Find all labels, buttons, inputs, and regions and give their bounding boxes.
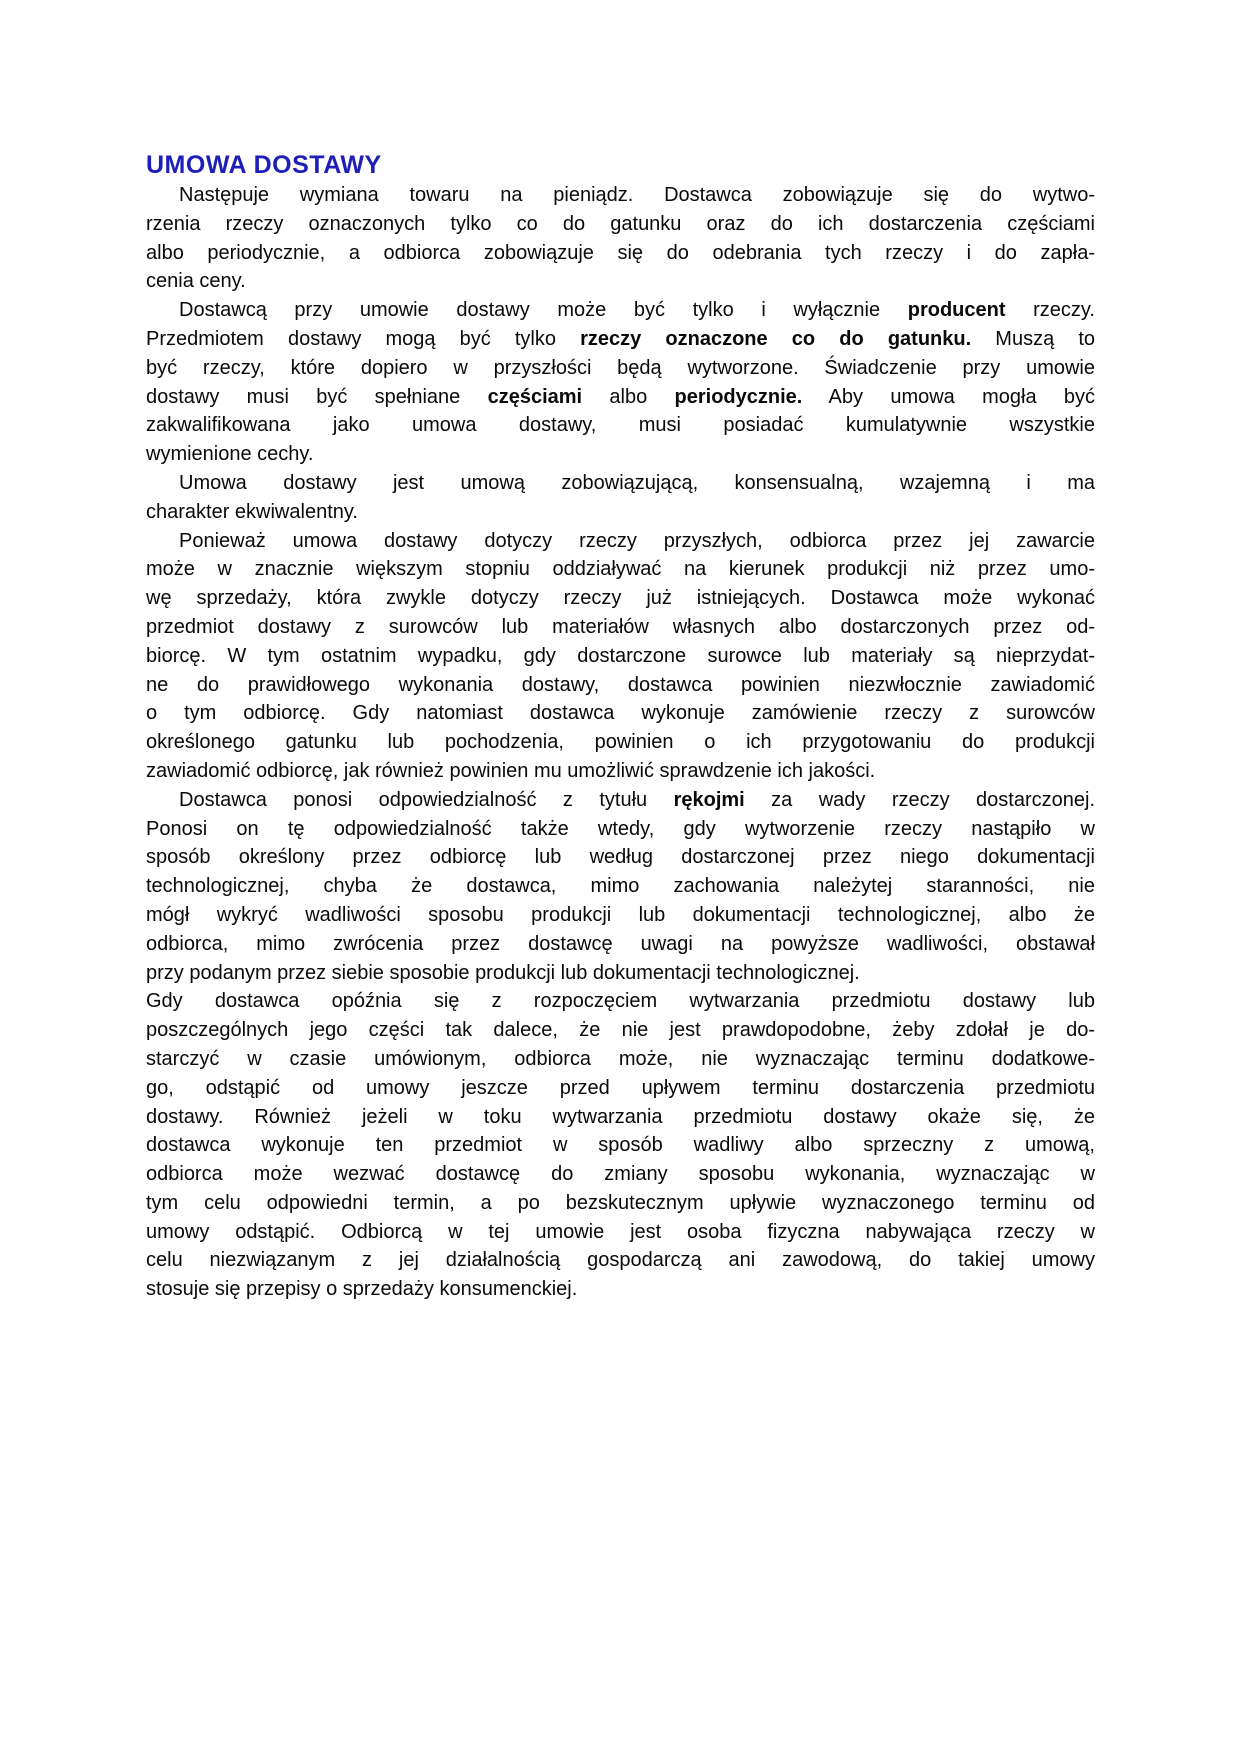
text-run: może w znacznie większym stopniu oddziaływać na kierunek produkcji niż przez umo- [146, 558, 1095, 581]
text-run: Ponieważ umowa dostawy dotyczy rzeczy przyszłych, odbiorca przez jej zawarcie [179, 529, 1095, 552]
bold-text: rzeczy oznaczone co do gatunku. [580, 327, 972, 350]
text-run: zawiadomić odbiorcę, jak również powinien mu umożliwić sprawdzenie ich jakości. [146, 759, 876, 782]
text-run: stosuje się przepisy o sprzedaży konsumenckiej. [146, 1278, 578, 1301]
text-run: Gdy dostawca opóźnia się z rozpoczęciem wytwarzania przedmiotu dostawy lub [146, 990, 1095, 1013]
text-line [146, 642, 1095, 671]
text-line [146, 987, 1095, 1016]
bold-text: periodycznie. [674, 385, 803, 408]
text-run: o tym odbiorcę. Gdy natomiast dostawca wykonuje zamówienie rzeczy z surowców [146, 702, 1095, 725]
document-title: UMOWA DOSTAWY [146, 151, 382, 179]
text-line [146, 383, 1095, 412]
text-line [146, 959, 1095, 988]
text-run: Dostawca ponosi odpowiedzialność z tytułu [179, 788, 674, 811]
text-line [146, 930, 1095, 959]
text-run: wę sprzedaży, która zwykle dotyczy rzeczy już istniejących. Dostawca może wykonać [146, 587, 1095, 610]
text-line [146, 1246, 1095, 1275]
text-run: tym celu odpowiedni termin, a po bezskutecznym upływie wyznaczonego terminu od [146, 1191, 1095, 1214]
text-line [146, 296, 1095, 325]
text-run: biorcę. W tym ostatnim wypadku, gdy dostarczone surowce lub materiały są nieprzydat- [146, 644, 1095, 667]
text-run: albo periodycznie, a odbiorca zobowiązuje się do odebrania tych rzeczy i do zapła- [146, 241, 1095, 264]
text-line [146, 267, 1095, 296]
text-run: poszczególnych jego części tak dalece, że nie jest prawdopodobne, żeby zdołał je do- [146, 1019, 1095, 1042]
paragraph [146, 469, 1095, 527]
text-line [146, 555, 1095, 584]
text-run: rzeczy. [1005, 299, 1095, 322]
bold-text: rękojmi [673, 788, 745, 811]
paragraph [146, 527, 1095, 786]
text-line [146, 757, 1095, 786]
bold-text: producent [907, 299, 1006, 322]
text-line [146, 498, 1095, 527]
text-line [146, 411, 1095, 440]
text-run: rzenia rzeczy oznaczonych tylko co do gatunku oraz do ich dostarczenia częściami [146, 212, 1095, 235]
text-run: charakter ekwiwalentny. [146, 500, 358, 523]
text-line [146, 527, 1095, 556]
text-line [146, 1074, 1095, 1103]
text-run: albo [582, 385, 675, 408]
text-line [146, 1275, 1095, 1304]
text-run: umowy odstąpić. Odbiorcą w tej umowie jest osoba fizyczna nabywająca rzeczy w [146, 1220, 1095, 1243]
text-run: technologicznej, chyba że dostawca, mimo zachowania należytej staranności, nie [146, 875, 1095, 898]
text-run: odbiorca może wezwać dostawcę do zmiany sposobu wykonania, wyznaczając w [146, 1163, 1095, 1186]
text-line [146, 1016, 1095, 1045]
text-line [146, 584, 1095, 613]
text-line [146, 1131, 1095, 1160]
text-line [146, 239, 1095, 268]
paragraph [146, 987, 1095, 1304]
text-run: Aby umowa mogła być [802, 385, 1095, 408]
text-line [146, 1218, 1095, 1247]
text-line [146, 1103, 1095, 1132]
text-run: sposób określony przez odbiorcę lub według dostarczonej przez niego dokumentacji [146, 846, 1095, 869]
text-run: dostawy. Również jeżeli w toku wytwarzania przedmiotu dostawy okaże się, że [146, 1105, 1095, 1128]
text-run: przy podanym przez siebie sposobie produkcji lub dokumentacji technologicznej. [146, 961, 860, 984]
text-run: go, odstąpić od umowy jeszcze przed upływem terminu dostarczenia przedmiotu [146, 1076, 1095, 1099]
text-line [146, 699, 1095, 728]
document-body [146, 181, 1095, 1304]
text-line [146, 843, 1095, 872]
text-line [146, 181, 1095, 210]
paragraph [146, 296, 1095, 469]
text-run: Ponosi on tę odpowiedzialność także wtedy, gdy wytworzenie rzeczy nastąpiło w [146, 817, 1095, 840]
text-run: mógł wykryć wadliwości sposobu produkcji lub dokumentacji technologicznej, albo że [146, 903, 1095, 926]
text-line [146, 786, 1095, 815]
text-line [146, 354, 1095, 383]
text-line [146, 469, 1095, 498]
text-run: Muszą to [971, 327, 1096, 350]
text-run: Dostawcą przy umowie dostawy może być tylko i wyłącznie [179, 299, 908, 322]
text-run: dostawca wykonuje ten przedmiot w sposób wadliwy albo sprzeczny z umową, [146, 1134, 1095, 1157]
text-run: dostawy musi być spełniane [146, 385, 488, 408]
text-run: być rzeczy, które dopiero w przyszłości będą wytworzone. Świadczenie przy umowie [146, 356, 1095, 379]
text-line [146, 325, 1095, 354]
text-run: Przedmiotem dostawy mogą być tylko [146, 327, 581, 350]
text-line [146, 613, 1095, 642]
text-run: wymienione cechy. [146, 443, 314, 466]
text-line [146, 728, 1095, 757]
text-line [146, 1189, 1095, 1218]
text-run: Następuje wymiana towaru na pieniądz. Dostawca zobowiązuje się do wytwo- [179, 184, 1095, 206]
text-line [146, 901, 1095, 930]
text-run: celu niezwiązanym z jej działalnością gospodarczą ani zawodową, do takiej umowy [146, 1249, 1095, 1272]
text-run: odbiorca, mimo zwrócenia przez dostawcę uwagi na powyższe wadliwości, obstawał [146, 932, 1095, 955]
text-run: przedmiot dostawy z surowców lub materiałów własnych albo dostarczonych przez od- [146, 615, 1095, 638]
text-line [146, 1160, 1095, 1189]
document-content [146, 150, 1095, 1304]
text-run: określonego gatunku lub pochodzenia, powinien o ich przygotowaniu do produkcji [146, 731, 1095, 754]
text-line [146, 210, 1095, 239]
text-run: ne do prawidłowego wykonania dostawy, dostawca powinien niezwłocznie zawiadomić [146, 673, 1095, 696]
text-run: zakwalifikowana jako umowa dostawy, musi posiadać kumulatywnie wszystkie [146, 414, 1095, 437]
text-line [146, 815, 1095, 844]
paragraph [146, 181, 1095, 296]
text-run: za wady rzeczy dostarczonej. [744, 788, 1095, 811]
text-line [146, 1045, 1095, 1074]
text-line [146, 671, 1095, 700]
text-line [146, 872, 1095, 901]
text-run: Umowa dostawy jest umową zobowiązującą, konsensualną, wzajemną i ma [179, 471, 1095, 494]
text-run: cenia ceny. [146, 270, 246, 293]
paragraph [146, 786, 1095, 988]
bold-text: częściami [487, 385, 583, 408]
text-line [146, 440, 1095, 469]
text-run: starczyć w czasie umówionym, odbiorca może, nie wyznaczając terminu dodatkowe- [146, 1047, 1095, 1070]
